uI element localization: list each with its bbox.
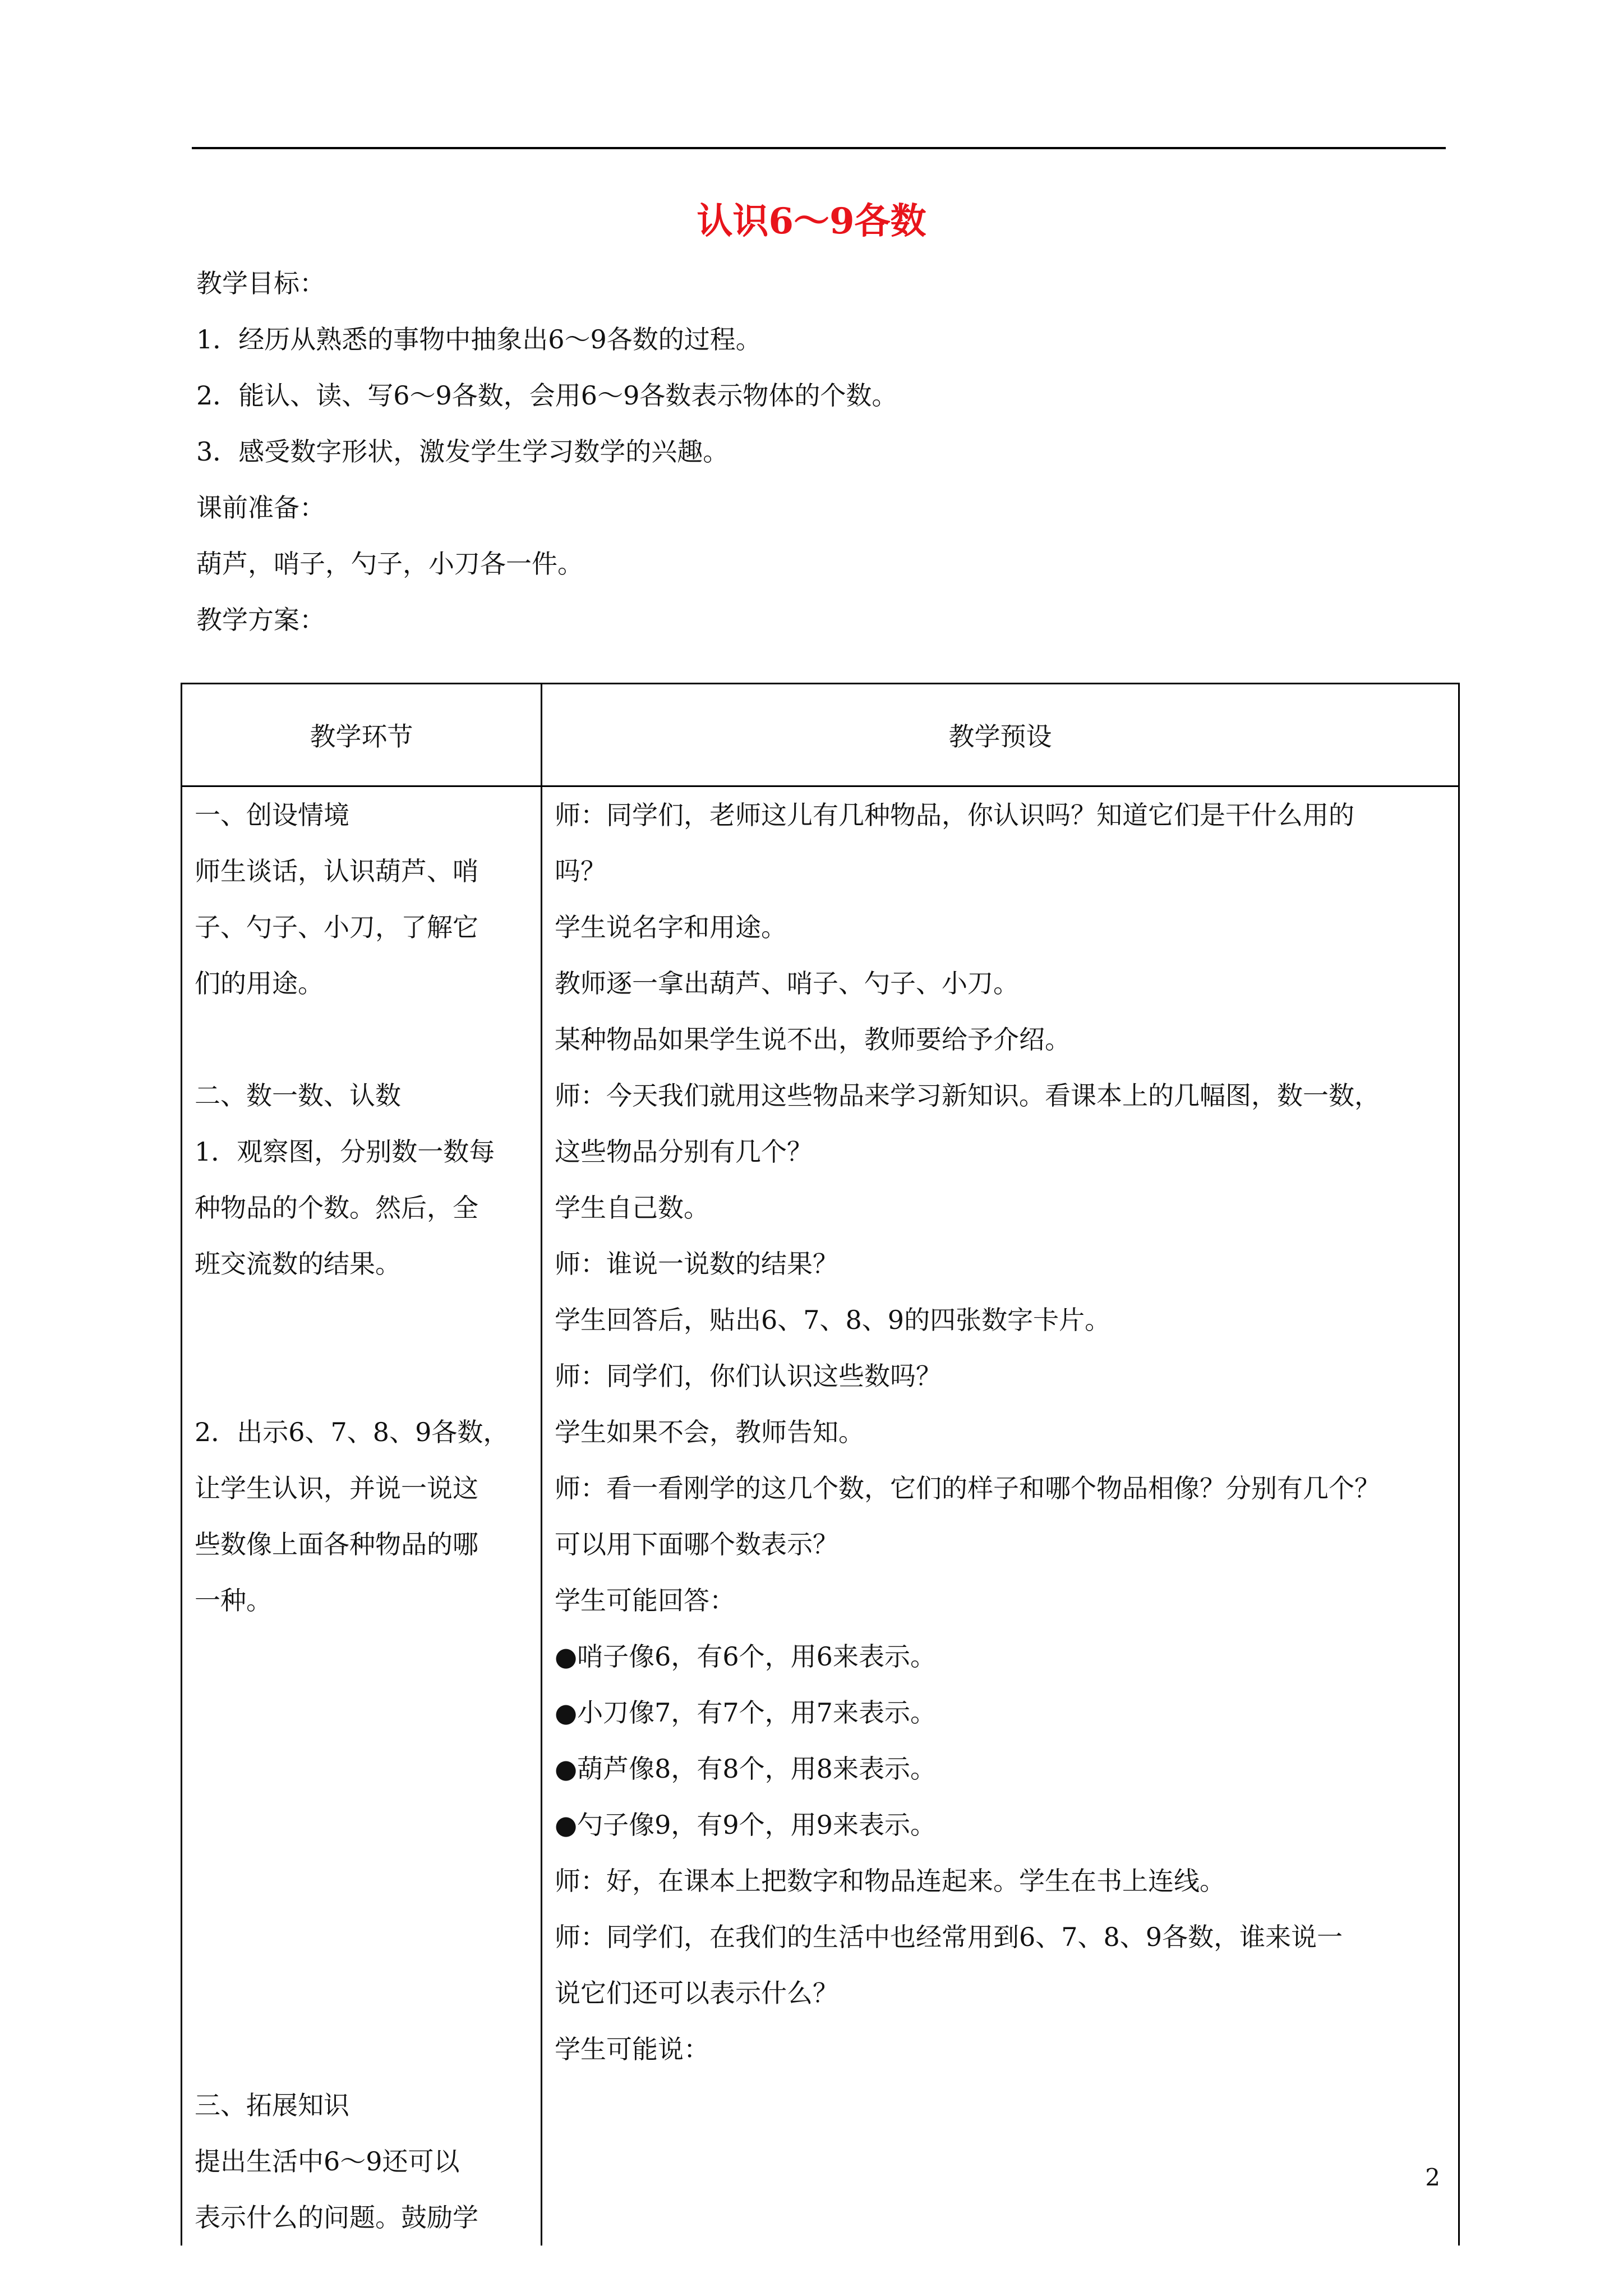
plan-line: ●葫芦像8，有8个，用8来表示。: [555, 1754, 936, 1784]
stage-line: [195, 1853, 528, 1909]
stage-line: 三、拓展知识: [195, 2090, 349, 2120]
stage-line: 种物品的个数。然后，全: [195, 1193, 478, 1223]
stage-line: [195, 1965, 528, 2021]
teaching-plan-lines: [555, 787, 1446, 2077]
stage-line: 表示什么的问题。鼓励学: [195, 2202, 478, 2233]
preparation-heading: 课前准备：: [196, 493, 325, 523]
stage-line: 2．出示6、7、8、9各数，: [195, 1417, 509, 1447]
plan-line: 师：今天我们就用这些物品来学习新知识。看课本上的几幅图，数一数，: [555, 1080, 1380, 1111]
page-title: 认识6～9各数: [697, 200, 926, 242]
plan-line: 教师逐一拿出葫芦、哨子、勺子、小刀。: [555, 968, 1019, 999]
table-row: [182, 786, 1459, 2246]
header-teaching-plan: 教学预设: [542, 684, 1459, 786]
plan-line: 师：同学们，在我们的生活中也经常用到6、7、8、9各数，谁来说一: [555, 1922, 1343, 1952]
stage-line: 提出生活中6～9还可以: [195, 2146, 460, 2177]
plan-line: 师：同学们，老师这儿有几种物品，你认识吗？知道它们是干什么用的: [555, 800, 1354, 830]
stage-line: 一、创设情境: [195, 800, 349, 830]
lesson-plan-table: [181, 683, 1460, 2246]
plan-heading: 教学方案：: [196, 605, 325, 635]
plan-line: ●勺子像9，有9个，用9来表示。: [555, 1810, 936, 1840]
objectives-heading: 教学目标：: [196, 268, 325, 298]
plan-line: 师：好，在课本上把数字和物品连起来。学生在书上连线。: [555, 1866, 1225, 1896]
stage-line: [195, 1797, 528, 1853]
stage-line: [195, 1011, 528, 1068]
stage-line: [195, 1292, 528, 1348]
stage-line: [195, 1348, 528, 1404]
plan-line: 学生自己数。: [555, 1193, 709, 1223]
preparation-text: 葫芦，哨子，勺子，小刀各一件。: [196, 549, 583, 579]
stage-line: [195, 2021, 528, 2077]
plan-line: 学生说名字和用途。: [555, 912, 787, 942]
stage-line: 二、数一数、认数: [195, 1080, 401, 1111]
stage-line: 让学生认识，并说一说这: [195, 1473, 478, 1503]
stage-line: [195, 1628, 528, 1685]
plan-line: 学生如果不会，教师告知。: [555, 1417, 864, 1447]
plan-line: 学生可能说：: [555, 2034, 709, 2064]
stage-line: 1．观察图，分别数一数每: [195, 1137, 495, 1167]
stage-line: 班交流数的结果。: [195, 1249, 401, 1279]
stage-line: 一种。: [195, 1585, 272, 1616]
objective-item-1: 1．经历从熟悉的事物中抽象出6～9各数的过程。: [196, 324, 762, 355]
plan-line: 师：同学们，你们认识这些数吗？: [555, 1361, 942, 1391]
header-teaching-stage: 教学环节: [182, 684, 542, 786]
objective-item-2: 2．能认、读、写6～9各数，会用6～9各数表示物体的个数。: [196, 380, 898, 411]
plan-line: 吗？: [555, 856, 606, 886]
plan-line: 这些物品分别有几个？: [555, 1137, 813, 1167]
plan-line: 说它们还可以表示什么？: [555, 1978, 838, 2008]
page-number: 2: [1425, 2164, 1440, 2191]
plan-line: 某种物品如果学生说不出，教师要给予介绍。: [555, 1024, 1071, 1055]
stage-line: [195, 1909, 528, 1965]
table-header-row: [182, 684, 1459, 786]
plan-line: 学生可能回答：: [555, 1585, 735, 1616]
stage-line: 子、勺子、小刀，了解它: [195, 912, 478, 942]
stage-line: 些数像上面各种物品的哪: [195, 1529, 478, 1559]
header-rule: [192, 147, 1446, 149]
stage-line: 们的用途。: [195, 968, 324, 999]
plan-line: 师：谁说一说数的结果？: [555, 1249, 838, 1279]
teaching-stage-lines: [195, 787, 528, 2246]
stage-line: [195, 1685, 528, 1741]
plan-line: ●小刀像7，有7个，用7来表示。: [555, 1697, 936, 1728]
teaching-stage-cell: [182, 786, 542, 2246]
plan-line: ●哨子像6，有6个，用6来表示。: [555, 1641, 936, 1672]
stage-line: [195, 1741, 528, 1797]
stage-line: 师生谈话，认识葫芦、哨: [195, 856, 478, 886]
plan-line: 学生回答后，贴出6、7、8、9的四张数字卡片。: [555, 1305, 1111, 1335]
objective-item-3: 3．感受数字形状，激发学生学习数学的兴趣。: [196, 436, 729, 467]
plan-line: 可以用下面哪个数表示？: [555, 1529, 838, 1559]
plan-line: 师：看一看刚学的这几个数，它们的样子和哪个物品相像？分别有几个？: [555, 1473, 1380, 1503]
teaching-plan-cell: [542, 786, 1459, 2246]
